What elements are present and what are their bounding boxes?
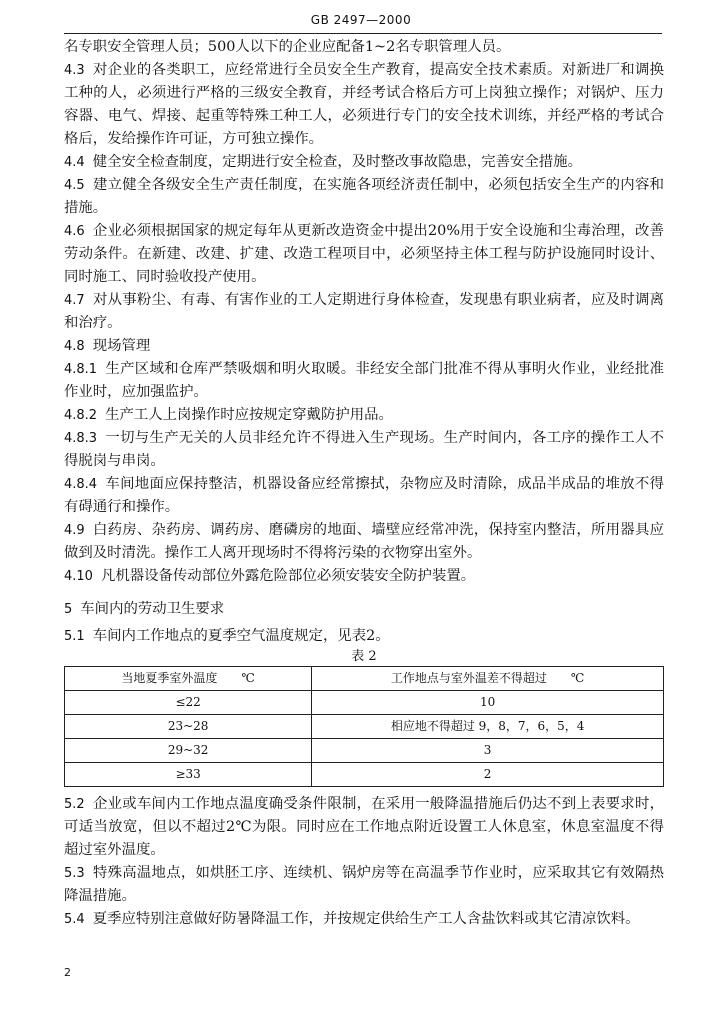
clause-number: 4.4 (64, 155, 85, 170)
section-heading (64, 598, 664, 621)
clause-number: 5.1 (64, 629, 85, 644)
paragraph (64, 36, 664, 59)
temperature-table (64, 666, 664, 787)
paragraph (64, 908, 664, 931)
clause-number: 4.3 (64, 63, 85, 78)
table-row (65, 763, 664, 787)
clause-text: 生产工人上岗操作时应按规定穿戴防护用品。 (105, 407, 393, 423)
table-cell: 2 (312, 763, 664, 787)
table-cell: 3 (312, 739, 664, 763)
paragraph (64, 862, 664, 908)
paragraph (64, 519, 664, 565)
paragraph (64, 473, 664, 519)
clause-number: 5.4 (64, 912, 85, 927)
table-cell: 29~32 (65, 739, 312, 763)
clause-number: 4.8.4 (64, 477, 98, 492)
table-row (65, 691, 664, 715)
table-cell: 相应地不得超过 9，8，7，6，5，4 (312, 715, 664, 739)
clause-text: 对企业的各类职工，应经常进行全员安全生产教育，提高安全技术素质。对新进厂和调换工种的人，必须进行严格的三级安全教育，并经考试合格后方可上岗独立操作；对锅炉、压力容器、电气、焊接、起重等特殊工种工人，必须进行专门的安全技术训练，并经严格的考试合格后，发给操作许可证，方可独立操作。 (64, 62, 664, 147)
clause-text: 白药房、杂药房、调药房、磨磷房的地面、墙壁应经常冲洗，保持室内整洁，所用器具应做到及时清洗。操作工人离开现场时不得将污染的衣物穿出室外。 (64, 522, 664, 561)
paragraph (64, 404, 664, 427)
table-cell: 23~28 (65, 715, 312, 739)
table-header-cell: 工作地点与室外温差不得超过 ℃ (312, 667, 664, 691)
clause-number: 4.8 (64, 339, 85, 354)
clause-text: 特殊高温地点，如烘胚工序、连续机、锅炉房等在高温季节作业时，应采取其它有效隔热降温措施。 (64, 865, 664, 904)
table-header-row (65, 667, 664, 691)
clause-number: 4.8.2 (64, 408, 98, 423)
paragraph (64, 289, 664, 335)
clause-text: 对从事粉尘、有毒、有害作业的工人定期进行身体检查，发现患有职业病者，应及时调离和治疗。 (64, 292, 664, 331)
table-row (65, 715, 664, 739)
document-code: GB 2497—2000 (310, 13, 412, 27)
paragraph (64, 625, 664, 648)
clause-text: 企业必须根据国家的规定每年从更新改造资金中提出20%用于安全设施和尘毒治理，改善劳动条件。在新建、改建、扩建、改造工程项目中，必须坚持主体工程与防护设施同时设计、同时施工、同时验收投产使用。 (64, 223, 664, 285)
table-header-cell: 当地夏季室外温度 ℃ (65, 667, 312, 691)
paragraph (64, 174, 664, 220)
section-number: 5 (64, 602, 73, 617)
clause-text: 建立健全各级安全生产责任制度，在实施各项经济责任制中，必须包括安全生产的内容和措施。 (64, 177, 664, 216)
clause-number: 4.10 (64, 569, 93, 584)
clause-number: 4.8.1 (64, 362, 98, 377)
clause-number: 4.6 (64, 224, 85, 239)
header-rule (64, 33, 662, 34)
paragraph (64, 220, 664, 289)
table-cell: ≤22 (65, 691, 312, 715)
clause-text: 企业或车间内工作地点温度确受条件限制，在采用一般降温措施后仍达不到上表要求时，可适当放宽，但以不超过2℃为限。同时应在工作地点附近设置工人休息室，休息室温度不得超过室外温度。 (64, 796, 664, 858)
table-cell: 10 (312, 691, 664, 715)
paragraph (64, 335, 664, 358)
clause-text: 名专职安全管理人员；500人以下的企业应配备1~2名专职管理人员。 (64, 39, 511, 55)
document-body (64, 36, 664, 931)
clause-text: 夏季应特别注意做好防暑降温工作，并按规定供给生产工人含盐饮料或其它清凉饮料。 (92, 911, 640, 927)
clause-text: 一切与生产无关的人员非经允许不得进入生产现场。生产时间内，各工序的操作工人不得脱岗与串岗。 (64, 430, 664, 469)
page-number: 2 (64, 966, 71, 979)
clause-text: 车间地面应保持整洁，机器设备应经常擦拭，杂物应及时清除，成品半成品的堆放不得有碍通行和操作。 (64, 476, 664, 515)
clause-number: 5.2 (64, 797, 85, 812)
clause-number: 4.7 (64, 293, 85, 308)
clause-text: 车间内工作地点的夏季空气温度规定，见表2。 (92, 628, 390, 644)
clause-text: 生产区域和仓库严禁吸烟和明火取暖。非经安全部门批准不得从事明火作业，业经批准作业时，应加强监护。 (64, 361, 664, 400)
paragraph (64, 358, 664, 404)
clause-number: 5.3 (64, 866, 85, 881)
paragraph-list (64, 36, 664, 588)
clause-number: 4.8.3 (64, 431, 98, 446)
table-row (65, 739, 664, 763)
paragraph (64, 151, 664, 174)
clause-text: 健全安全检查制度，定期进行安全检查，及时整改事故隐患，完善安全措施。 (92, 154, 582, 170)
paragraph (64, 565, 664, 588)
paragraph-list-after-table (64, 793, 664, 931)
clause-number: 4.5 (64, 178, 85, 193)
section-title: 车间内的劳动卫生要求 (80, 601, 225, 617)
clause-text: 现场管理 (92, 338, 151, 354)
clause-number: 4.9 (64, 523, 85, 538)
clause-text: 凡机器设备传动部位外露危险部位必须安装安全防护装置。 (100, 568, 476, 584)
paragraph (64, 793, 664, 862)
table-cell: ≥33 (65, 763, 312, 787)
table-caption: 表 2 (351, 649, 377, 664)
paragraph (64, 427, 664, 473)
table-body (65, 691, 664, 787)
paragraph (64, 59, 664, 151)
